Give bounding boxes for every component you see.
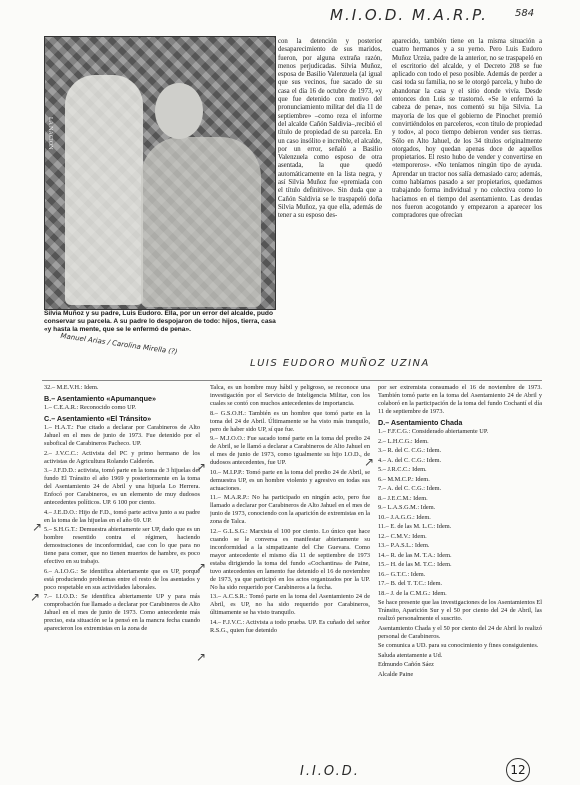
list-item: 12.– G.L.S.G.: Marxista el 100 por ciento. Lo único que hace cuando se le conversa es manifestar abiertamente su inconformidad a la simpatizante del Che Guevara. Como mayor antecedente el mismo día 11 de septiembre de 1973 estaba dirigiendo la toma del fundo «Cochantina» de Paine, tuvo antecedentes en lamento fue detenido el 16 de noviembre de 1973, ya que participó en los actos organizados por la UP. No ha sido requerido por Carabineros a la fecha. — [210, 527, 370, 591]
list-item: 2.– L.H.C.G.: Idem. — [378, 437, 429, 445]
margin-arrow-mark: ↗ — [196, 650, 207, 664]
list-item: 1.– H.A.T.: Fue citado a declarar por Carabineros de Alto Jahuel en el mes de junio de 1973. Fue detenido por el subofical de Carabineros Pacheco. UP. — [44, 424, 200, 447]
closing-note: Saluda atentamente a Ud. — [378, 651, 443, 659]
list-item: 9.– M.J.O.O.: Fue sacado tomé parte en la toma del predio 24 de Abril, se le llamó a declarar a Carabineros de Alto Jahuel en el mes de junio de 1973, como igualmente su hijo I.O.D., de dudosos antecedentes, fue UP. — [210, 435, 370, 466]
list-item: 8.– J.E.C.M.: Idem. — [378, 494, 428, 502]
list-item: 1.– C.E.A.R.: Reconocido como UP. — [44, 404, 136, 411]
list-item: 18.– J. de la C.M.G.: Idem. — [378, 589, 447, 597]
article-column-right — [392, 38, 542, 356]
footer-handwriting: I.I.O.D. — [300, 764, 360, 779]
photo-side-credit: LA NACION — [47, 117, 53, 150]
name-handwriting: LUIS EUDORO MUÑOZ UZINA — [250, 358, 430, 369]
list-item: 12.– C.M.V.: Idem. — [378, 532, 427, 540]
list-item: por ser extremista consumado el 16 de noviembre de 1973. También tomó parte en la toma del Asentamiento 24 de Abril y colaboró en la participación de la toma del fundo Cochantí el día 11 de septiembre de 1973. — [378, 384, 542, 415]
margin-arrow-mark: ↗ — [30, 590, 41, 604]
photo-father-daughter — [44, 36, 276, 310]
list-item: 9.– L.A.S.G.M.: Idem. — [378, 504, 436, 511]
header-handwriting: M.I.O.D. M.A.R.P. — [330, 6, 488, 24]
list-item: 15.– H. de las M. T.C.: Idem. — [378, 561, 452, 568]
list-item: 3.– J.F.D.D.: activista, tomó parte en la toma de 3 hijuelas del fundo El Tránsito el año 1969 y posteriormente en la toma del Asentamiento 24 de Abril y una hijuela Lo Herrera. Enfocó por Carabineros, es un elemento de muy dudosos antecedentes políticos. UP. 6 100 por ciento. — [44, 467, 200, 506]
closing-note: Asentamiento Chada y el 50 por ciento del 24 de Abril lo realizó personal de Carabineros. — [378, 624, 542, 640]
list-column-middle — [210, 384, 370, 754]
list-column-right — [378, 384, 542, 754]
list-item: 14.– R. de las M. T.A.: Idem. — [378, 551, 452, 559]
list-item: 14.– F.J.V.C.: Activista a todo prueba. UP. Es cuñado del señor R.S.G., quien fue detenido — [210, 618, 370, 634]
list-item: 4.– J.E.D.O.: Hijo de F.D., tomó parte activa junto a su padre en la toma de las hijuelas en el año 69. UP. — [44, 508, 200, 524]
list-item: 7.– I.I.O.D.: Se identifica abiertamente UP y para más comprobación fue llamado a declarar por Carabineros de Alto Jahuel en el mes de junio de 1973. Como antecedente más preciso, esta situación se la pensó en la mancra fecha cuando aparecieron los extremistas en la zona de — [44, 593, 200, 632]
section-divider — [42, 380, 542, 381]
photo-caption: Silvia Muñoz y su padre, Luis Eudoro. Ella, por un error del alcalde, pudo conservar su parcela. A su padre lo despojaron de todo: hijos, tierra, casa «y hasta la mente, que se le enfermó de pena». — [44, 310, 276, 333]
list-item: 2.– J.V.C.C.: Activista del PC y primo hermano de los activistas de Agricultura Rolando Calderón. — [44, 449, 200, 465]
signature-name: Edmundo Cañón Sáez — [378, 661, 434, 668]
caption-handwriting: Manuel Arias / Carolina Mirella (?) — [60, 331, 178, 357]
margin-arrow-mark: ↗ — [364, 455, 375, 469]
article-text-middle: con la detención y posterior desaparecimiento de sus maridos, fueron, por alguna extraña razón, menos perjudicadas. Silvia Muñoz, esposa de Basilio Valenzuela (al igual que sus vecinos, fue sacado de su casa el día 16 de octubre de 1973, «y que fue detenido con motivo del pronunciamiento militar del día 11 de septiembre» –como reza el informe del alcalde Cañón Saldivia–,recibió el título de propiedad de su parcela. En un caso insólito e increíble, el alcalde, por un error, señaló a Basilio Valenzuela como esposo de otra asentada, la que quedó automáticamente en la lista negra, y así Silvia Muñoz fue «premiada con el título definitivo». Sin duda que a Cañón Saldivia se le traspapeló doña Silvia Muñoz, ya que ella, además de tener a su esposo des- — [278, 38, 382, 220]
list-item: 4.– A. del C. C.G.: Idem. — [378, 456, 442, 464]
closing-note: Se hace presente que las investigaciones de los Asentamientos El Tránsito, Aparición Sur y el 50 por ciento del 24 de Abril, las realizó personalmente el suscrito. — [378, 599, 542, 622]
list-item: 17.– B. del T. T.C.: Idem. — [378, 580, 443, 587]
list-item: 10.– M.I.P.P.: Tomó parte en la toma del predio 24 de Abril, se demuestra UP, es un hombre violento y agresivo en todas sus actuaciones. — [210, 468, 370, 492]
signature-title: Alcalde Paine — [378, 670, 414, 678]
section-heading: C.– Asentamiento «El Tránsito» — [44, 413, 152, 423]
circled-page-number: 12 — [506, 758, 530, 782]
list-item: 1.– F.F.C.G.: Considerado abiertamente UP. — [378, 428, 489, 435]
list-column-left — [44, 384, 200, 754]
list-item: 11.– E. de las M. L.C.: Idem. — [378, 523, 452, 530]
list-item: Talca, es un hombre muy hábil y peligroso, se reconoce una investigación por el Servicio de Inteligencia Militar, con los cuales se contó con muchos antecedentes de importancia. — [210, 384, 370, 407]
list-item: 7.– A. del C. C.G.: Idem. — [378, 485, 442, 492]
article-column-middle — [278, 38, 382, 356]
closing-note: Se comunica a UD. para su conocimiento y fines consiguientes. — [378, 642, 539, 649]
list-item: 11.– M.A.R.P.: No ha participado en ningún acto, pero fue llamado a declarar por Carabineros de Alto Jahuel en el mes de junio de 1973, conociendo con la aparición de extremistas en la zona de Talca. — [210, 494, 370, 525]
margin-arrow-mark: ↗ — [32, 520, 43, 534]
section-heading: B.– Asentamiento «Apumanque» — [44, 393, 156, 403]
page-number-handwriting: 584 — [515, 8, 535, 19]
section-heading: D.– Asentamiento Chada — [378, 417, 463, 427]
list-item: 5.– J.R.C.C.: Idem. — [378, 466, 427, 473]
list-item: 3.– R. del C. C.G.: Idem. — [378, 447, 442, 454]
margin-arrow-mark: ↗ — [196, 560, 207, 574]
margin-arrow-mark: ↗ — [196, 460, 207, 474]
list-item: 10.– J.A.G.G.: Idem. — [378, 513, 431, 521]
list-item: 13.– P.A.S.L.: Idem. — [378, 542, 430, 549]
list-item: 13.– A.C.S.R.: Tomó parte en la toma del Asentamiento 24 de Abril, es UP, no ha sido requerido por Carabineros, últimamente se ha visto tranquilo. — [210, 593, 370, 616]
list-item: 6.– A.I.O.G.: Se identifica abiertamente que es UP, porque está produciendo problemas entre el resto de los asentados y poco respetable en sus actividades laborales. — [44, 567, 200, 591]
list-item: 8.– G.S.O.H.: También es un hombre que tomó parte en la toma del 24 de Abril. Últimamente se ha visto más tranquilo, pero de haber sido UP, sí que fue. — [210, 409, 370, 433]
list-item: 5.– S.H.G.T.: Demuestra abiertamente ser UP, dado que es un hombre resentido contra el régimen, haciendo demostraciones de inconformidad, cae con lo que para no tiene para comer, que no tienen muertos de hambre, es poco efectivo en su trabajo. — [44, 526, 200, 565]
list-item: 6.– M.M.C.P.: Idem. — [378, 475, 430, 483]
list-item: 32.– M.E.V.H.: Idem. — [44, 384, 99, 391]
list-item: 16.– G.T.C.: Idem. — [378, 570, 426, 578]
article-text-right: aparecido, también tiene en la misma situación a cuatro hermanos y a su yerno. Pero Luis Eudoro Muñoz Urzúa, padre de la anterior, no se traspapeló en el escritorio del alcalde, y el Decreto 208 se fue aplicado con todo el peso posible. Además de perder a casi toda su familia, no se le otorgó parcela, y hubo de abandonar la casa y el sitio donde vivía. Desde entonces don Luis se trastornó. «Se le enfermó la cabeza de pena», nos comentó su hija Silvia. La mayoría de los que el gobierno de Pinochet premió convirtiéndolos en parceleros, «con título de propiedad y todo», al poco tiempo debieron vender sus tierras. Sólo en Alto Jahuel, de los 34 títulos originalmente otorgados, hoy quedan apenas doce de aquellos propietarios. El resto hubo de vender y convertirse en «temporeros». «No teníamos ningún tipo de ayuda. Aprendar un tractor nos salía demasiado caro; además, como habíamos pasado a ser propietarios, quedamos trabajando forma individual y no colectiva como lo hacíamos en el tiempo del asentamiento. Las deudas nos fueron acogotando y empezaron a aparecer los compradores que ofrecían — [392, 38, 542, 220]
